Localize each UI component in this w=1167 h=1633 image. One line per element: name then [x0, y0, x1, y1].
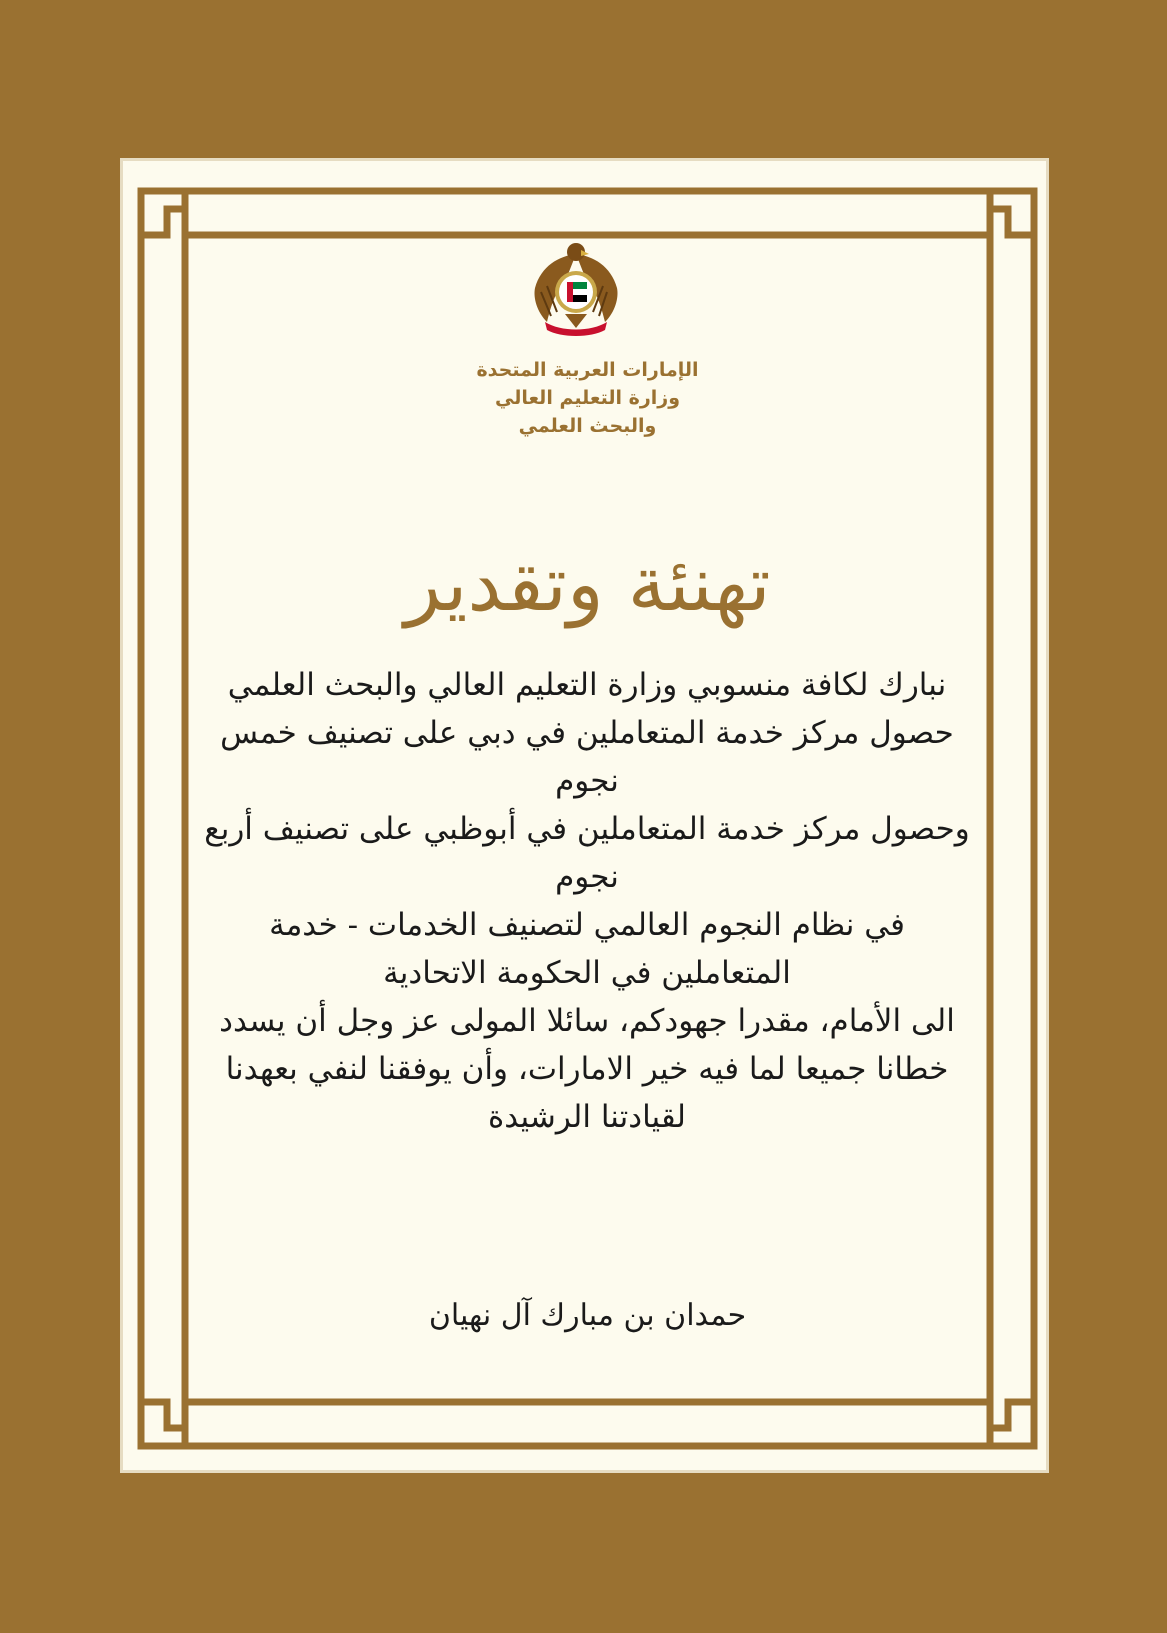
country-name: الإمارات العربية المتحدة	[476, 359, 699, 381]
message-line: خطانا جميعا لما فيه خير الامارات، وأن يوفقنا لنفي بعهدنا	[225, 1051, 949, 1087]
message-line: لقيادتنا الرشيدة	[487, 1099, 687, 1135]
uae-emblem-falcon-icon	[531, 236, 621, 338]
ministry-name-line2: والبحث العلمي	[518, 415, 657, 437]
message-line: نبارك لكافة منسوبي وزارة التعليم العالي والبحث العلمي	[227, 667, 947, 703]
ministry-header	[323, 356, 852, 440]
message-line: وحصول مركز خدمة المتعاملين في أبوظبي على تصنيف أربع	[204, 811, 970, 847]
ministry-name-line1: وزارة التعليم العالي	[494, 387, 681, 409]
message-line: نجوم	[555, 763, 619, 799]
page-title: تهنئة وتقدير	[404, 539, 771, 628]
message-line: في نظام النجوم العالمي لتصنيف الخدمات - خدمة	[269, 907, 905, 943]
message-line: الى الأمام، مقدرا جهودكم، سائلا المولى عز وجل أن يسدد	[219, 1003, 955, 1039]
certificate-card	[120, 158, 1049, 1473]
message-line: حصول مركز خدمة المتعاملين في دبي على تصنيف خمس	[220, 715, 954, 751]
signature: حمدان بن مبارك آل نهيان	[428, 1298, 747, 1333]
congratulation-message	[183, 661, 991, 1141]
message-line: المتعاملين في الحكومة الاتحادية	[383, 955, 791, 991]
message-line: نجوم	[555, 859, 619, 895]
